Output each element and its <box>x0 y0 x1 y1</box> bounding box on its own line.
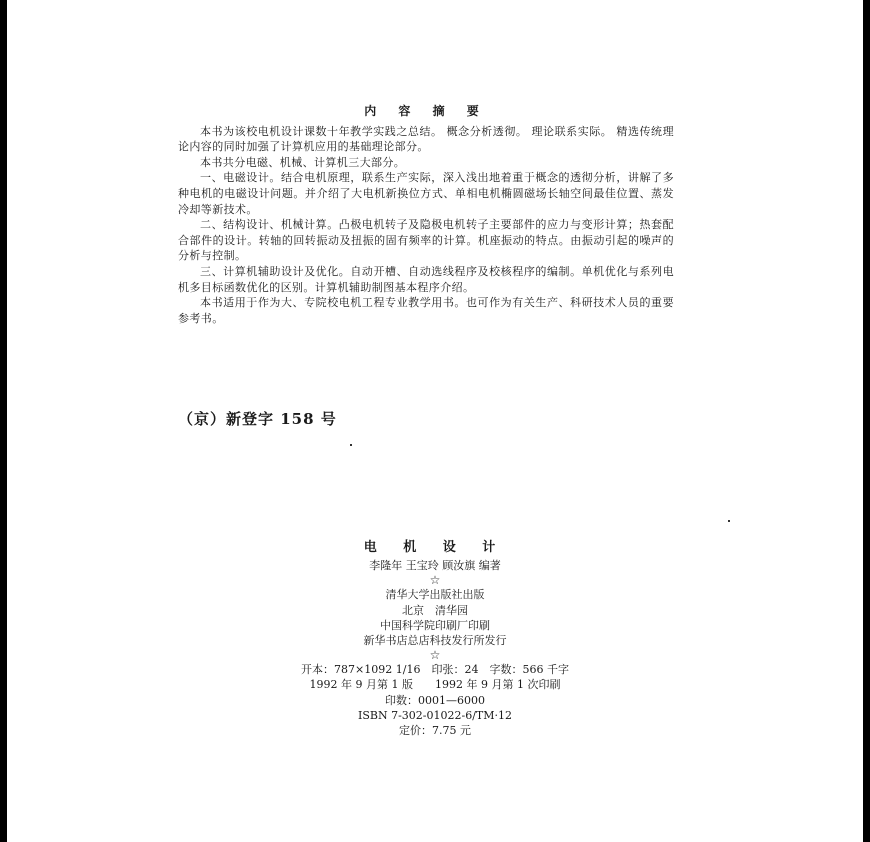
isbn: ISBN 7-302-01022-6/TM·12 <box>357 708 513 722</box>
print-run: 印数：0001—6000 <box>385 693 485 707</box>
scan-border-right <box>863 0 870 842</box>
book-title: 电 机 设 计 <box>363 540 507 555</box>
scan-speck <box>728 520 730 522</box>
price: 定价：7.75 元 <box>399 724 471 738</box>
edition-info: 1992 年 9 月第 1 版 1992 年 9 月第 1 次印刷 <box>309 678 561 692</box>
abstract-paragraph-4: 二、结构设计、机械计算。凸极电机转子及隐极电机转子主要部件的应力与变形计算；热套配合部件的设计。转轴的回转振动及扭振的固有频率的计算。机座振动的特点。由振动引起的噪声的分析与控制。 <box>178 218 674 263</box>
scan-speck <box>350 444 352 446</box>
authors: 李隆年 王宝玲 顾汝旗 编著 <box>369 559 501 573</box>
star-icon: ☆ <box>429 573 441 588</box>
star-icon: ☆ <box>429 648 441 663</box>
abstract-paragraph-5: 三、计算机辅助设计及优化。自动开槽、自动选线程序及校核程序的编制。单机优化与系列电机多目标函数优化的区别。计算机辅助制图基本程序介绍。 <box>178 264 674 294</box>
abstract-paragraph-3: 一、电磁设计。结合电机原理，联系生产实际，深入浅出地着重于概念的透彻分析，讲解了多种电机的电磁设计问题。并介绍了大电机新换位方式、单相电机椭圆磁场长轴空间最佳位置、蒸发冷却等新技术。 <box>178 171 674 216</box>
scan-border-left <box>0 0 7 842</box>
format-info: 开本：787×1092 1/16 印张：24 字数：566 千字 <box>301 663 569 677</box>
abstract-section <box>178 104 674 326</box>
colophon <box>270 540 600 738</box>
abstract-title: 内 容 摘 要 <box>364 104 488 118</box>
abstract-paragraph-1: 本书为该校电机设计课数十年教学实践之总结。 概念分析透彻。 理论联系实际。 精选传统理论内容的同时加强了计算机应用的基础理论部分。 <box>178 124 674 154</box>
registration-number: （京）新登字 158 号 <box>178 410 337 428</box>
publisher-address: 北京 清华园 <box>402 603 468 617</box>
abstract-paragraph-6: 本书适用于作为大、专院校电机工程专业教学用书。也可作为有关生产、科研技术人员的重要参考书。 <box>178 296 674 325</box>
abstract-paragraph-2: 本书共分电磁、机械、计算机三大部分。 <box>200 155 406 169</box>
printer: 中国科学院印刷厂印刷 <box>380 618 490 632</box>
publisher: 清华大学出版社出版 <box>385 588 485 602</box>
distributor: 新华书店总店科技发行所发行 <box>363 634 507 648</box>
